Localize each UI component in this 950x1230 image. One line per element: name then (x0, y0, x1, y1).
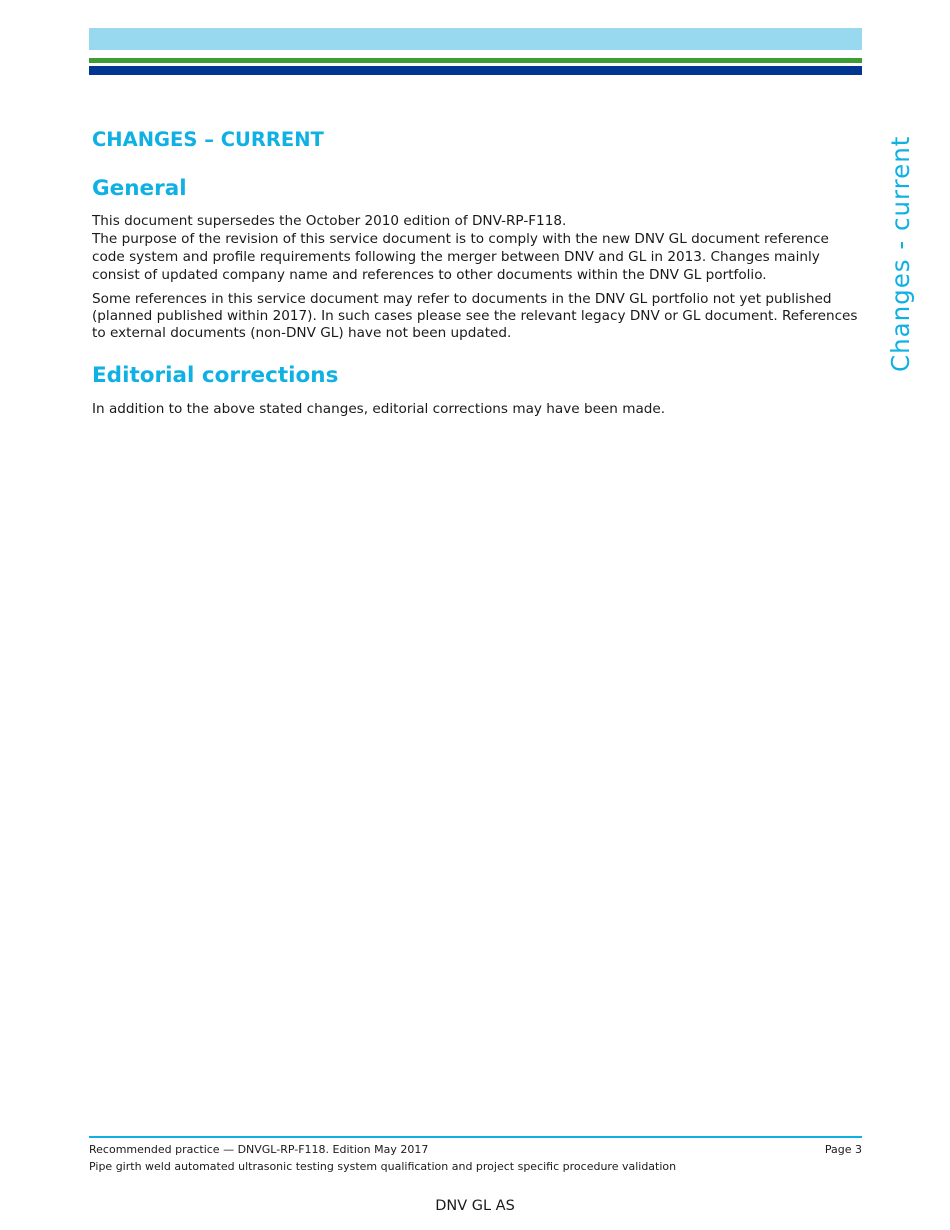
paragraph-supersedes: This document supersedes the October 2010 edition of DNV-RP-F118. (92, 213, 567, 229)
footer-doc-reference: Recommended practice — DNVGL-RP-F118. Edition May 2017 (89, 1143, 429, 1156)
paragraph-references: Some references in this service document may refer to documents in the DNV GL portfolio not yet published (planned published within 2017). In such cases please see the relevant legacy DNV or GL document. References to external documents (non-DNV GL) have not been updated. (92, 291, 858, 341)
paragraph-purpose: The purpose of the revision of this service document is to comply with the new DNV GL document reference code system and profile requirements following the merger between DNV and GL in 2013. Changes mainly consist of updated company name and references to other documents within the DNV GL portfolio. (92, 231, 829, 283)
footer-info (89, 1141, 676, 1175)
main-content (92, 127, 862, 418)
side-tab-label: Changes - current (886, 135, 915, 372)
footer-doc-subtitle: Pipe girth weld automated ultrasonic testing system qualification and project specific procedure validation (89, 1160, 677, 1173)
page-number: Page 3 (824, 1143, 862, 1156)
paragraph-editorial: In addition to the above stated changes, editorial corrections may have been made. (92, 401, 666, 417)
header-band-navy (89, 66, 862, 75)
header-band-sky (89, 28, 862, 50)
header-band-green (89, 58, 862, 63)
section-heading-editorial: Editorial corrections (92, 363, 339, 388)
page-title: CHANGES – CURRENT (92, 128, 324, 151)
section-heading-general: General (92, 176, 187, 201)
footer-divider (89, 1136, 862, 1138)
footer-company: DNV GL AS (435, 1198, 515, 1214)
